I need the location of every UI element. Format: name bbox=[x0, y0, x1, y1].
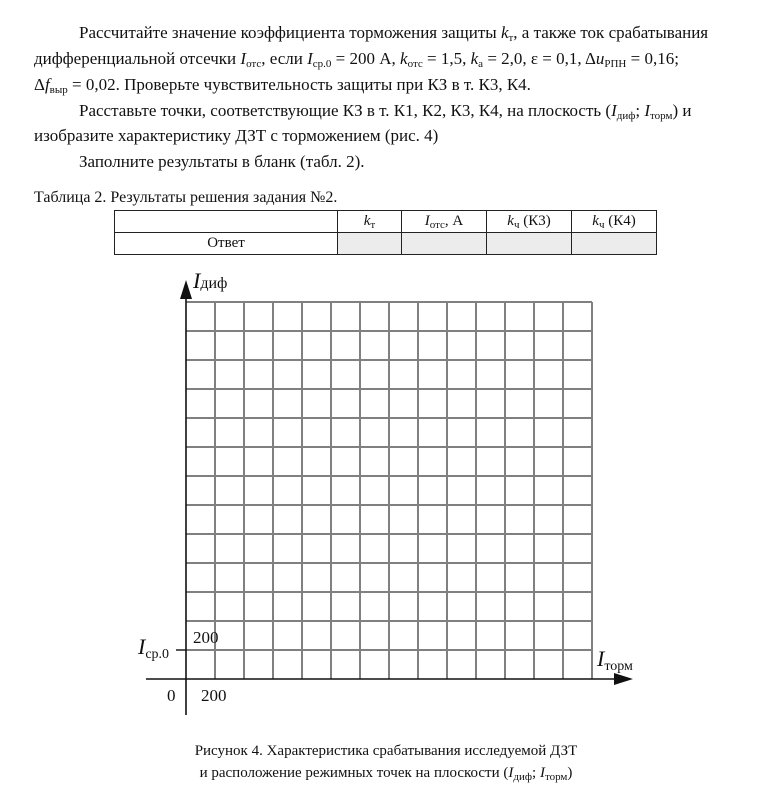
symbol: k bbox=[507, 213, 514, 229]
symbol: I bbox=[508, 765, 514, 781]
subscript: т bbox=[370, 219, 376, 231]
text: = 1,5, bbox=[427, 49, 467, 68]
symbol: I bbox=[193, 268, 201, 293]
subscript: диф bbox=[616, 110, 636, 122]
icp0-label bbox=[138, 634, 169, 660]
text: дифференциальной отсечки bbox=[34, 49, 237, 68]
answer-label: Ответ bbox=[115, 233, 338, 255]
figure-caption-line-1: Рисунок 4. Характеристика срабатывания исследуемой ДЗТ bbox=[194, 743, 578, 759]
subscript: торм bbox=[604, 659, 633, 674]
subscript: торм bbox=[544, 771, 568, 783]
subscript: отс bbox=[246, 58, 262, 70]
text: ) и bbox=[672, 101, 692, 120]
subscript: диф bbox=[200, 275, 228, 292]
origin-label: 0 bbox=[167, 686, 176, 705]
text: ) bbox=[567, 765, 573, 781]
subscript: РПН bbox=[604, 58, 627, 70]
itorm-symbol: I bbox=[644, 101, 651, 120]
symbol: I bbox=[597, 646, 605, 671]
subscript: диф bbox=[513, 771, 533, 783]
symbol: I bbox=[138, 634, 146, 659]
text: , А bbox=[444, 213, 464, 229]
text: (К3) bbox=[519, 213, 551, 229]
ka-symbol: k bbox=[470, 49, 479, 68]
task-line-6: Заполните результаты в бланк (табл. 2). bbox=[79, 152, 365, 171]
y-axis-arrow-icon bbox=[180, 280, 192, 299]
subscript: ср.0 bbox=[145, 647, 170, 662]
subscript: ч bbox=[513, 219, 520, 231]
chart-grid bbox=[186, 302, 592, 679]
text: Δ bbox=[34, 75, 45, 94]
symbol: I bbox=[424, 213, 430, 229]
y-axis-label bbox=[193, 268, 227, 294]
kt-symbol: k bbox=[500, 23, 509, 42]
text: ; bbox=[635, 101, 645, 120]
y-tick-200: 200 bbox=[193, 628, 219, 647]
text: , если bbox=[261, 49, 303, 68]
text: = 0,16; bbox=[630, 49, 679, 68]
text: = 0,02. Проверьте чувствительность защиты при КЗ в т. К3, К4. bbox=[72, 75, 531, 94]
kotc-symbol: k bbox=[400, 49, 408, 68]
table-caption: Таблица 2. Результаты решения задания №2. bbox=[34, 189, 338, 206]
idif-symbol: I bbox=[611, 101, 617, 120]
subscript: торм bbox=[650, 110, 673, 122]
x-tick-200: 200 bbox=[201, 686, 227, 705]
text: = 2,0, ε = 0,1, Δ bbox=[487, 49, 596, 68]
x-axis-arrow-icon bbox=[614, 673, 633, 685]
text: , а также ток срабатывания bbox=[513, 23, 709, 42]
subscript: ср.0 bbox=[312, 58, 332, 70]
iotc-symbol: I bbox=[240, 49, 247, 68]
subscript: отс bbox=[407, 58, 423, 70]
subscript: ч bbox=[598, 219, 605, 231]
subscript: выр bbox=[49, 84, 68, 96]
text: Рассчитайте значение коэффициента торможения защиты bbox=[79, 23, 497, 42]
text: = 200 А, bbox=[335, 49, 396, 68]
subscript: т bbox=[508, 32, 514, 44]
symbol: k bbox=[363, 213, 371, 229]
symbol: k bbox=[592, 213, 599, 229]
x-axis-label bbox=[597, 646, 633, 672]
text: ; bbox=[532, 765, 540, 781]
symbol: I bbox=[539, 765, 545, 781]
figure-caption-line-2 bbox=[0, 762, 772, 784]
text: (К4) bbox=[604, 213, 636, 229]
u-symbol: u bbox=[595, 49, 605, 68]
subscript: а bbox=[478, 58, 484, 70]
text: и расположение режимных точек на плоскости ( bbox=[199, 765, 509, 781]
task-line-5: изобразите характеристику ДЗТ с торможением (рис. 4) bbox=[34, 126, 439, 145]
text: Расставьте точки, соответствующие КЗ в т. К1, К2, К3, К4, на плоскость ( bbox=[79, 101, 612, 120]
f-symbol: f bbox=[44, 75, 50, 94]
subscript: отс bbox=[429, 219, 445, 231]
icp-symbol: I bbox=[307, 49, 313, 68]
